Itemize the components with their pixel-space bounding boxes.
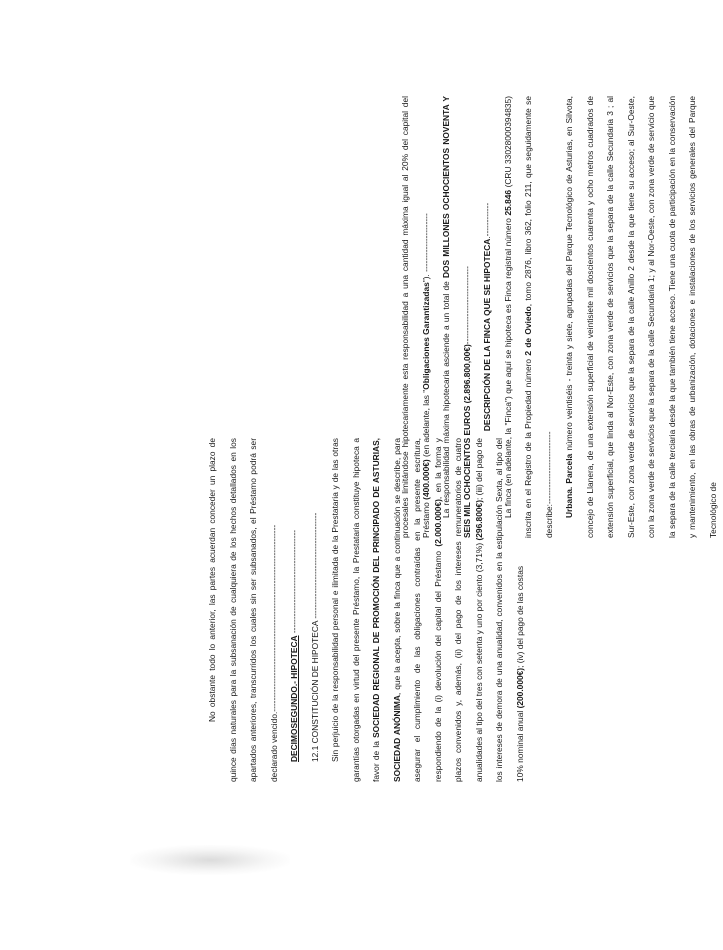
paragraph-costas-procesales: procesales limitándose hipotecariamente esta responsabilidad a una cantidad máxima igual al 20% del capital del Préstamo (400.000€) (en adelante, las "Obligaciones Garantizadas"). --------------------- [400,96,431,538]
paragraph-plazo-subsanacion: No obstante todo lo anterior, las partes acuerdan conceder un plazo de quince días naturales para la subsanación de cualquiera de los hechos detallados en los apartados anteriores, transcurridos los cuales sin ser subsanados, el Préstamo podrá ser declarado vencido.------------------------------------------------------------------- [207,438,279,782]
paragraph-responsabilidad-maxima: La responsabilidad máxima hipotecaria asciende a un total de DOS MILLONES OCHOCIENTOS NOVENTA Y SEIS MIL OCHOCIENTOS EUROS (2.896.800,00€)---------------------------- [441,96,472,538]
heading-decimosegundo: DECIMOSEGUNDO.- HIPOTECA ------------------------------------- [289,529,299,762]
right-text-column [395,96,723,538]
heading-constitucion-hipoteca: 12.1 CONSTITUCIÓN DE HIPOTECA -------------------------------------- [309,512,320,762]
paragraph-constitucion: Sin perjuicio de la responsabilidad personal e ilimitada de la Prestataria y de las otras garantías otorgadas en virtud del presente Préstamo, la Prestataria constituye hipoteca a favor de la SOCIEDAD REGIONAL DE PROMOCIÓN DEL PRINCIPADO DE ASTURIAS, SOCIEDAD ANÓNIMA, que la acepta, sobre la finca que a continuación se describe, para asegurar el cumplimiento de las obligaciones contraídas en la presente escritura, respondiendo de la (i) devolución del capital del Préstamo (2.000.000€), en la forma y plazos convenidos y, además, (ii) del pago de los intereses remuneratorios de cuatro anualidades al tipo del tres con setenta y uno por ciento (3,71%) (296.800€); (iii) del pago de los intereses de demora de una anualidad, convenidos en la estipulación Sexta, al tipo del 10% nominal anual (200.000€); (iv) del pago de las costas [330,438,525,782]
paragraph-finca-registral: La finca (en adelante, la "Finca") que aquí se hipoteca es Finca registral número 25.846 (CRU 33028000394835) inscrita en el Registro de la Propiedad número 2 de Oviedo, tomo 2876, libro 362, folio 211, que seguidamente se describe:-------------------------- [502,95,554,538]
paragraph-urbana-parcela: Urbana. Parcela número veintiséis - treinta y siete, agrupadas del Parque Tecnológico de Asturias, en Silvota, concejo de Llanera, de una extensión superficial de veintisiete mil doscientos cuarenta y ocho metros cuadrados de extensión superficial, que linda al Nor-Este, con zona verde de servicios que la separa de la calle Secundaria 3 ; al Sur-Este, con zona verde de servicios que la separa de la calle Anillo 2 desde la que tiene su acceso; al Sur-Oeste, con la zona verde de servicios que la separa de la calle Secundaria 1; y al Nor-Oeste, con zona verde de servicio que la separa de la calle terciaria desde la que también tiene acceso. Tiene una cuota de participación en la conservación y mantenimiento, en las obras de urbanización, dotaciones e instalaciones de los servicios generales del Parque Tecnológico de [564,95,718,538]
scan-smudge [130,845,290,875]
heading-descripcion-finca: DESCRIPCIÓN DE LA FINCA QUE SE HIPOTECA.------------ [482,202,492,432]
